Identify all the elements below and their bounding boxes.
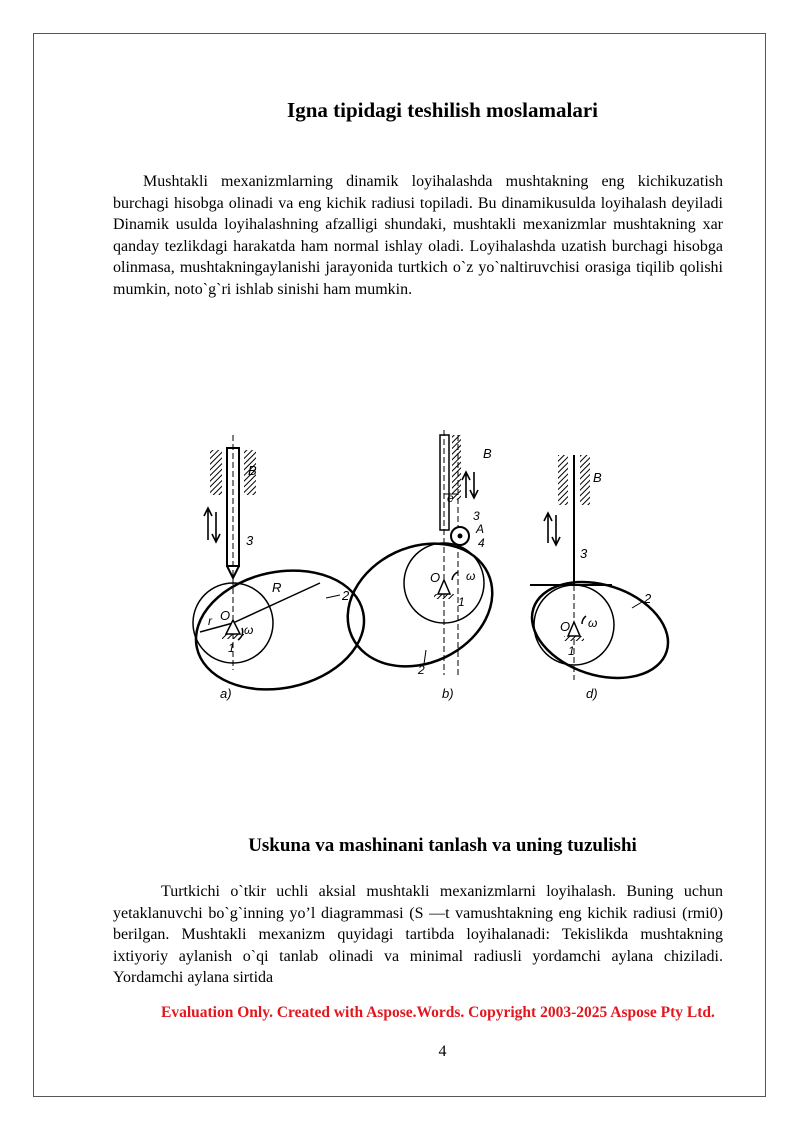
- label-d-1: 1: [568, 644, 575, 658]
- label-a-O: O: [220, 608, 231, 623]
- label-a-omega: ω: [244, 623, 254, 637]
- diagram-a: [185, 435, 375, 704]
- caption-a: a): [220, 686, 232, 701]
- caption-d: d): [586, 686, 598, 701]
- label-b-2: 2: [418, 663, 425, 677]
- label-a-B: B: [248, 463, 257, 478]
- cam-mechanism-figure: [180, 420, 680, 705]
- evaluation-notice: Evaluation Only. Created with Aspose.Words. Copyright 2003-2025 Aspose Pty Ltd.: [161, 1004, 715, 1021]
- page-number: 4: [438, 1043, 447, 1060]
- page-title: Igna tipidagi teshilish moslamalari: [287, 98, 598, 122]
- label-b-B: B: [483, 446, 492, 461]
- label-b-3: 3: [473, 509, 480, 523]
- diagram-d: [520, 455, 680, 701]
- label-a-r: r: [208, 614, 212, 628]
- label-a-1: 1: [228, 641, 235, 655]
- label-d-2: 2: [644, 591, 652, 606]
- caption-b: b): [442, 686, 454, 701]
- label-d-O: O: [560, 619, 571, 634]
- body-paragraph: Turtkichi o`tkir uchli aksial mushtakli mexanizmlarni loyihalash. Buning uchun yetaklanuvchi bo`g`inning yo’l diagrammasi (S —t vamushtakning eng kichik radiusi (rmi0) berilgan. Mushtakli mexanizm quyidagi tartibda loyihalanadi: Tekislikda mushtakning ixtiyoriy aylanish o`qi tanlab olinadi va minimal radiusli yordamchi aylana chiziladi. Yordamchi aylana sirtida: [113, 883, 723, 987]
- label-b-1: 1: [458, 595, 465, 609]
- label-b-omega: ω: [466, 569, 476, 583]
- section-subtitle: Uskuna va mashinani tanlash va uning tuzulishi: [248, 835, 637, 856]
- diagram-b: [328, 430, 513, 701]
- label-a-R: R: [272, 580, 282, 595]
- label-d-3: 3: [580, 546, 588, 561]
- intro-paragraph: Mushtakli mexanizmlarning dinamik loyihalashda mushtakning eng kichikuzatish burchagi hisobga olinadi va eng kichik radiusi topiladi. Bu dinamikusulda loyihalash deyiladi Dinamik usulda loyihalashning afzalligi shundaki, mushtakli mexanizmlar mushtakning xar qanday tezlikdagi harakatda ham normal ishlay oladi. Loyihalashda uzatish burchagi hisobga olinmasa, mushtakningaylanishi jarayonida turtkich o`z yo`naltiruvchisi orasiga tiqilib qolishi mumkin, noto`g`ri ishlab sinishi ham mumkin.: [113, 173, 723, 298]
- label-b-4: 4: [478, 536, 485, 550]
- label-b-O: O: [430, 570, 441, 585]
- label-b-e: e: [447, 491, 454, 505]
- label-b-A: A: [476, 522, 485, 536]
- label-d-omega: ω: [588, 616, 598, 630]
- label-a-3: 3: [246, 533, 254, 548]
- label-d-B: B: [593, 470, 602, 485]
- label-a-2: 2: [342, 588, 350, 603]
